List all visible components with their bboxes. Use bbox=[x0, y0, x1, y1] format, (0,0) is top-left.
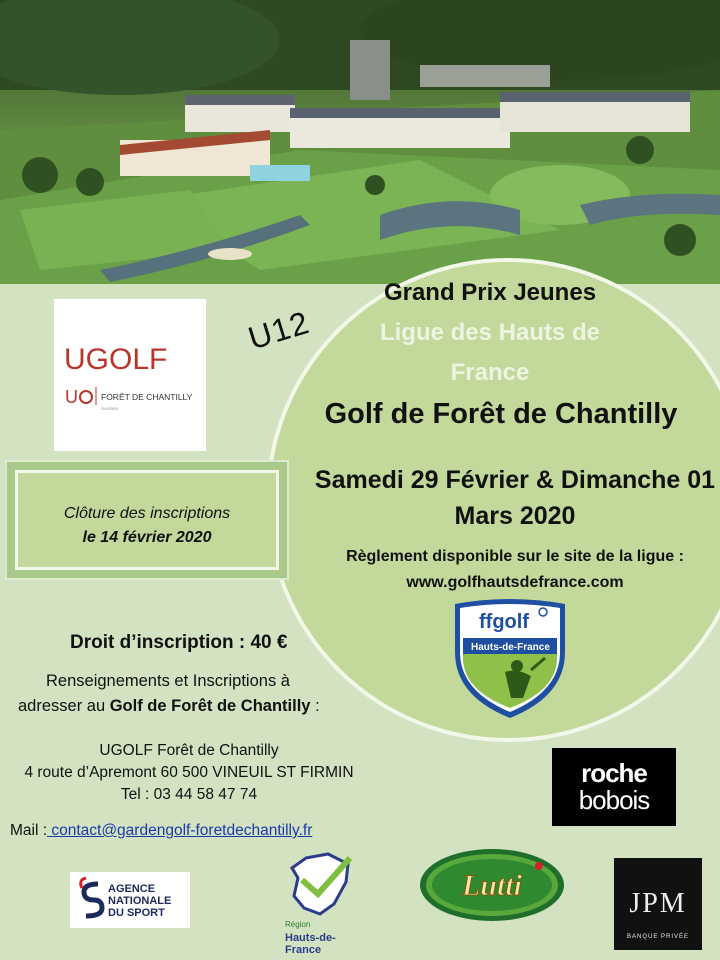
info-line2-venue: Golf de Forêt de Chantilly bbox=[109, 697, 311, 715]
ans-line3: DU SPORT bbox=[108, 907, 165, 919]
svg-text:U: U bbox=[65, 387, 78, 407]
closing-date: le 14 février 2020 bbox=[82, 529, 212, 546]
event-title: Grand Prix Jeunes bbox=[383, 279, 597, 306]
jpm-logo-subtitle: BANQUE PRIVÉE bbox=[626, 934, 689, 940]
ans-line1: AGENCE bbox=[108, 883, 156, 895]
event-dates bbox=[300, 462, 720, 534]
registration-fee: Droit d’inscription : 40 € bbox=[70, 632, 288, 653]
ugolf-logo bbox=[54, 299, 206, 451]
ffgolf-logo bbox=[447, 598, 573, 722]
registration-closing-inner bbox=[15, 470, 279, 570]
info-line2 bbox=[18, 697, 320, 716]
region-logo-line1: Région bbox=[285, 920, 311, 929]
roche-bobois-line1: roche bbox=[581, 758, 647, 788]
jpm-banque-privee-logo bbox=[614, 858, 702, 950]
mail-label: Mail : bbox=[10, 822, 48, 839]
golf-course-aerial-photo bbox=[0, 0, 720, 284]
rules-info bbox=[300, 544, 720, 596]
event-league: Ligue des Hauts de France bbox=[379, 319, 601, 386]
ffgolf-logo-region: Hauts-de-France bbox=[471, 642, 550, 653]
registration-closing-box bbox=[5, 460, 289, 580]
contact-mail bbox=[10, 822, 312, 840]
event-dates-line2: Mars 2020 bbox=[454, 502, 576, 530]
lutti-logo bbox=[418, 848, 566, 922]
info-line2-prefix: adresser au bbox=[18, 697, 110, 715]
address-name: UGOLF Forêt de Chantilly bbox=[99, 742, 279, 759]
event-venue: Golf de Forêt de Chantilly bbox=[324, 398, 678, 430]
event-dates-line1: Samedi 29 Février & Dimanche 01 bbox=[314, 466, 716, 494]
contact-address bbox=[0, 740, 378, 806]
closing-label: Clôture des inscriptions bbox=[63, 505, 231, 522]
address-street: 4 route d’Apremont 60 500 VINEUIL ST FIRMIN bbox=[24, 764, 354, 781]
jpm-logo-text: JPM bbox=[629, 888, 687, 919]
ffgolf-logo-text: ffgolf bbox=[479, 611, 529, 633]
rules-text: Règlement disponible sur le site de la ligue : bbox=[346, 548, 684, 565]
ugolf-logo-tag: GARDEN bbox=[101, 406, 119, 411]
lutti-logo-text: Lutti bbox=[461, 869, 523, 902]
info-line1: Renseignements et Inscriptions à bbox=[46, 672, 290, 690]
agence-nationale-du-sport-logo bbox=[70, 872, 190, 928]
ans-logo-text bbox=[108, 883, 171, 919]
region-logo-line2: Hauts-de-France bbox=[285, 932, 336, 956]
ugolf-logo-subtitle: FORÊT DE CHANTILLY bbox=[101, 392, 193, 402]
ans-line2: NATIONALE bbox=[108, 895, 172, 907]
rules-website: www.golfhautsdefrance.com bbox=[406, 574, 624, 591]
roche-bobois-line2: bobois bbox=[578, 785, 650, 815]
info-line2-suffix: : bbox=[310, 697, 320, 715]
region-hauts-de-france-logo bbox=[284, 852, 366, 956]
mail-link[interactable]: contact@gardengolf-foretdechantilly.fr bbox=[47, 822, 313, 839]
address-phone: Tel : 03 44 58 47 74 bbox=[120, 786, 258, 803]
category-label: U12 bbox=[244, 303, 314, 357]
roche-bobois-logo bbox=[552, 748, 676, 826]
ugolf-logo-text: UGOLF bbox=[64, 343, 168, 376]
